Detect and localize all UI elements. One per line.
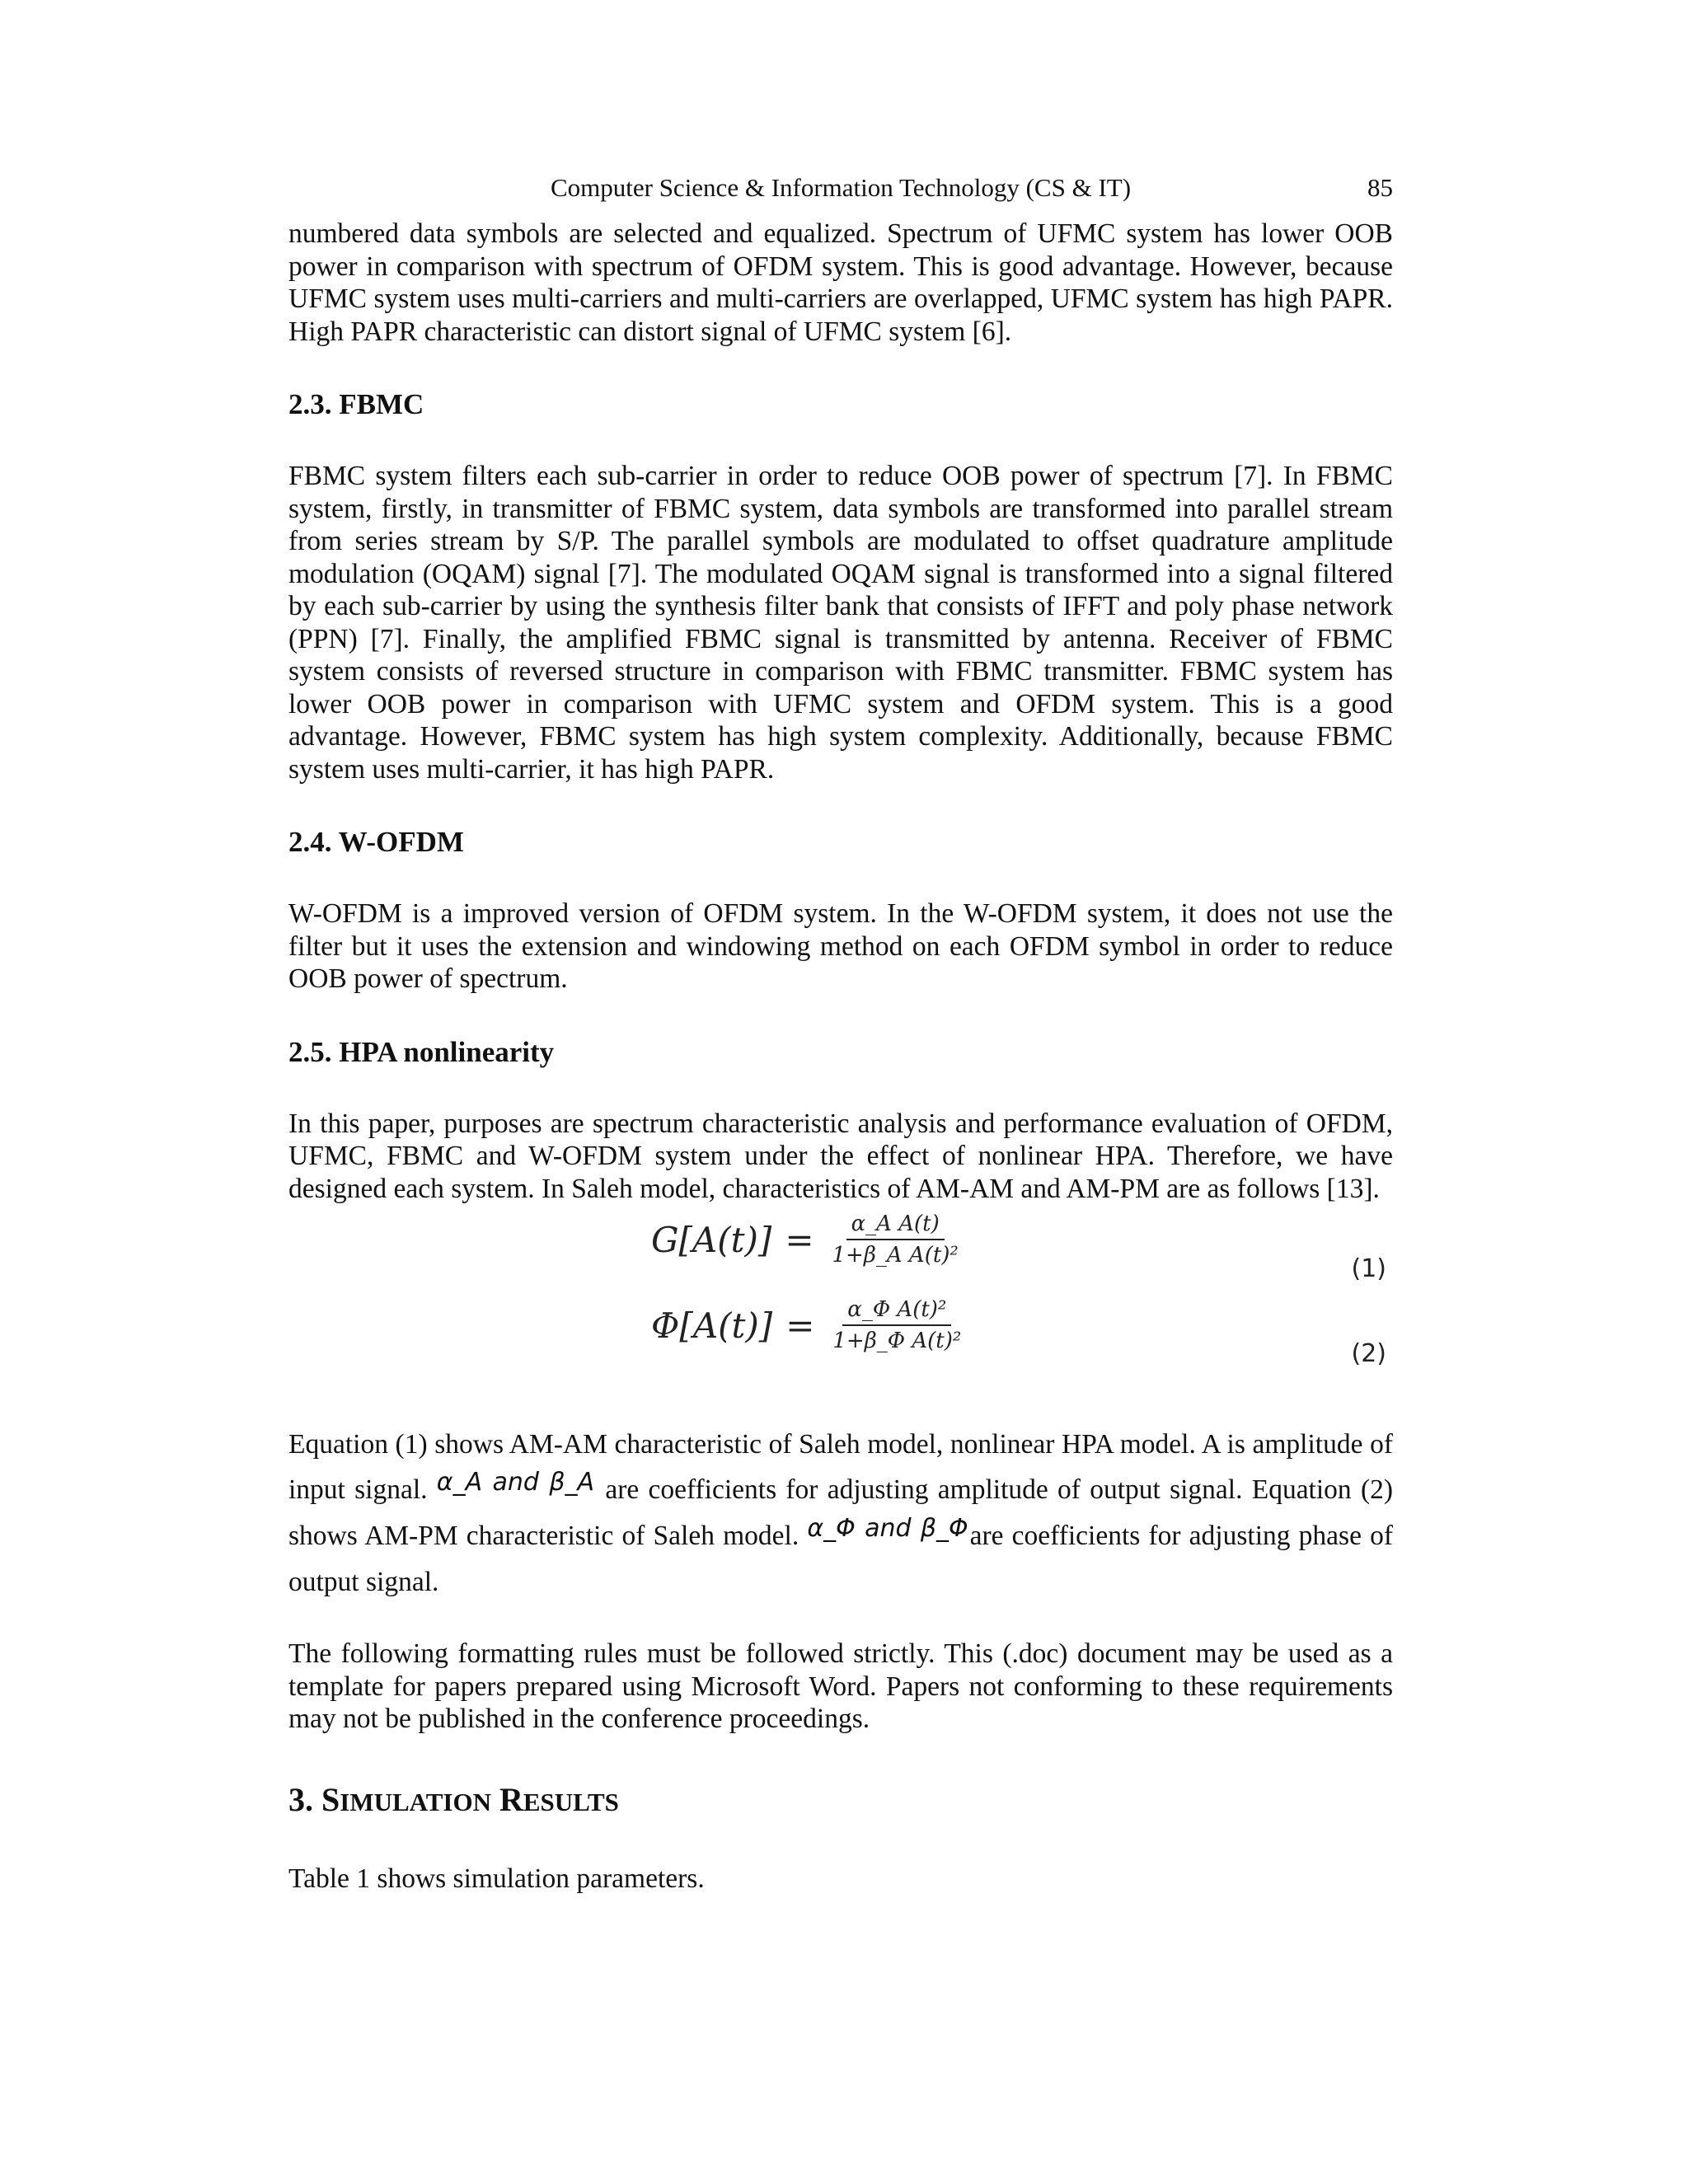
equation-2-equals: = <box>785 1305 815 1346</box>
section-3-number: 3. <box>288 1780 321 1818</box>
section-3-word1-initial: S <box>321 1780 340 1818</box>
paper-page <box>288 171 1393 1895</box>
equation-1-denominator: 1+β_A A(t)² <box>832 1243 959 1268</box>
section-2-3-paragraph: FBMC system filters each sub-carrier in order to reduce OOB power of spectrum [7]. In FBMC system, firstly, in transmitter of FBMC system, data symbols are transformed into parallel stream from series stream by S/P. The parallel symbols are modulated to offset quadrature amplitude modulation (OQAM) signal [7]. The modulated OQAM signal is transformed into a signal filtered by each sub-carrier by using the synthesis filter bank that consists of IFFT and poly phase network (PPN) [7]. Finally, the amplified FBMC signal is transmitted by antenna. Receiver of FBMC system consists of reversed structure in comparison with FBMC transmitter. FBMC system has lower OOB power in comparison with UFMC system and OFDM system. This is a good advantage. However, FBMC system has high system complexity. Additionally, because FBMC system uses multi-carrier, it has high PAPR. <box>288 461 1393 785</box>
equation-1-equals: = <box>785 1219 814 1260</box>
equation-1-lhs: G[A(t)] <box>651 1219 772 1260</box>
equation-2-number: (2) <box>1351 1339 1386 1368</box>
intro-paragraph: numbered data symbols are selected and equalized. Spectrum of UFMC system has lower OOB power in comparison with spectrum of OFDM system. This is good advantage. However, because UFMC system uses multi-carriers and multi-carriers are overlapped, UFMC system has high PAPR. High PAPR characteristic can distort signal of UFMC system [6]. <box>288 218 1393 347</box>
running-head <box>288 171 1393 204</box>
section-2-4-heading: 2.4. W-OFDM <box>288 826 464 858</box>
formatting-rules-paragraph: The following formatting rules must be followed strictly. This (.doc) document may be used as a template for papers prepared using Microsoft Word. Papers not conforming to these requirements may not be published in the conference proceedings. <box>288 1638 1393 1734</box>
equation-2-denominator: 1+β_Φ A(t)² <box>832 1329 962 1353</box>
paragraph-gap <box>288 1605 1393 1638</box>
equation-1-fraction <box>828 1212 964 1268</box>
alpha-beta-a-symbols: α_A and β_A <box>436 1468 595 1497</box>
equation-2-numerator: α_Φ A(t)² <box>842 1297 951 1326</box>
equation-2-lhs: Φ[A(t)] <box>651 1305 773 1346</box>
section-3-paragraph: Table 1 shows simulation parameters. <box>288 1863 705 1894</box>
explanation-text-3: are coefficients for adjusting phase of output signal. <box>288 1521 1394 1597</box>
section-3-word2-rest: ESULTS <box>523 1787 619 1816</box>
equation-1-number: (1) <box>1351 1254 1386 1283</box>
page-number: 85 <box>1367 173 1393 202</box>
section-3-word1-rest: IMULATION <box>340 1787 491 1816</box>
section-3-word2-initial: R <box>499 1780 523 1818</box>
explanation-text-2: are coefficients for adjusting amplitude of output signal. Equation (2) shows AM-PM characteristic of Saleh model. <box>288 1474 1394 1551</box>
equation-block <box>288 1212 1393 1380</box>
section-3-heading <box>288 1781 1393 1821</box>
equation-2 <box>651 1297 966 1353</box>
equation-1 <box>651 1212 964 1268</box>
equation-explanation-paragraph <box>288 1422 1393 1605</box>
equation-2-fraction <box>828 1297 966 1353</box>
section-2-5-paragraph: In this paper, purposes are spectrum characteristic analysis and performance evaluation of OFDM, UFMC, FBMC and W-OFDM system under the effect of nonlinear HPA. Therefore, we have designed each system. In Saleh model, characteristics of AM-AM and AM-PM are as follows [13]. <box>288 1108 1393 1204</box>
alpha-beta-phi-symbols: α_Φ and β_Φ <box>807 1514 968 1543</box>
section-2-5-heading: 2.5. HPA nonlinearity <box>288 1035 555 1068</box>
section-2-3-heading: 2.3. FBMC <box>288 388 424 420</box>
equation-1-numerator: α_A A(t) <box>846 1212 945 1240</box>
journal-title: Computer Science & Information Technology (CS & IT) <box>550 173 1132 202</box>
section-2-4-paragraph: W-OFDM is a improved version of OFDM system. In the W-OFDM system, it does not use the filter but it uses the extension and windowing method on each OFDM symbol in order to reduce OOB power of spectrum. <box>288 898 1393 994</box>
explanation-text-1: Equation (1) shows AM-AM characteristic of Saleh model, nonlinear HPA model. A is amplitude of input signal. <box>288 1429 1393 1505</box>
